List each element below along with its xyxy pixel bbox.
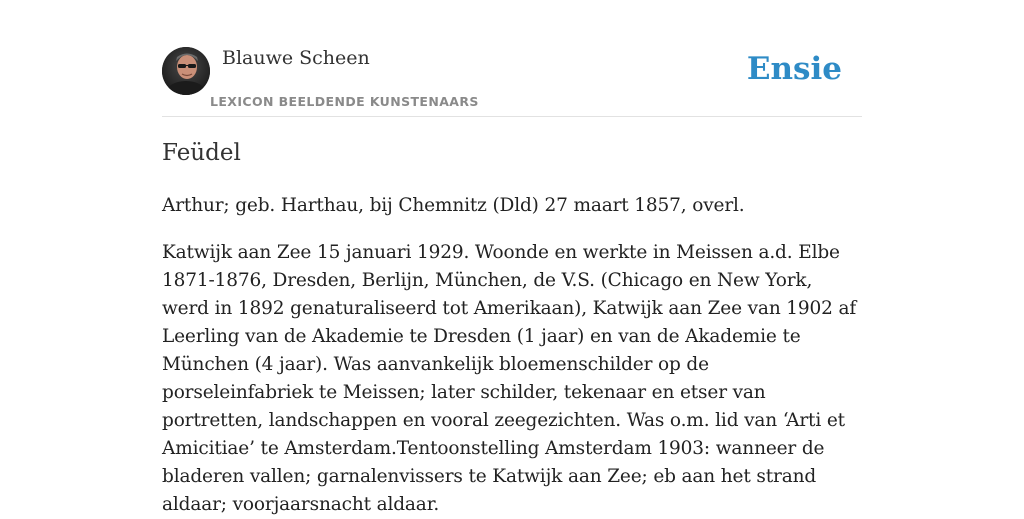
- category-label[interactable]: LEXICON BEELDENDE KUNSTENAARS: [210, 94, 479, 109]
- article-paragraph: Katwijk aan Zee 15 januari 1929. Woonde en werkte in Meissen a.d. Elbe 1871-1876, Dresden, Berlijn, München, de V.S. (Chicago en New York, werd in 1892 genaturaliseerd tot Amerikaan), Katwijk aan Zee van 1902 af Leerling van de Akademie te Dresden (1 jaar) en van de Akademie te München (4 jaar). Was aanvankelijk bloemenschilder op de porseleinfabriek te Meissen; later schilder, tekenaar en etser van portretten, landschappen en vooral zeegezichten. Was o.m. lid van ‘Arti et Amicitiae’ te Amsterdam.Tentoonstelling Amsterdam 1903: wanneer de bladeren vallen; garnalenvissers te Katwijk aan Zee; eb aan het strand aldaar; voorjaarsnacht aldaar.: [162, 242, 857, 515]
- author-avatar[interactable]: [162, 47, 210, 95]
- article-paragraph: Arthur; geb. Harthau, bij Chemnitz (Dld) 27 maart 1857, overl.: [162, 195, 745, 216]
- avatar-photo: [162, 47, 210, 95]
- page-header: [162, 44, 862, 117]
- brand-logo[interactable]: Ensie: [746, 51, 842, 87]
- author-name[interactable]: Blauwe Scheen: [222, 47, 370, 69]
- page-title: Feüdel: [162, 140, 241, 166]
